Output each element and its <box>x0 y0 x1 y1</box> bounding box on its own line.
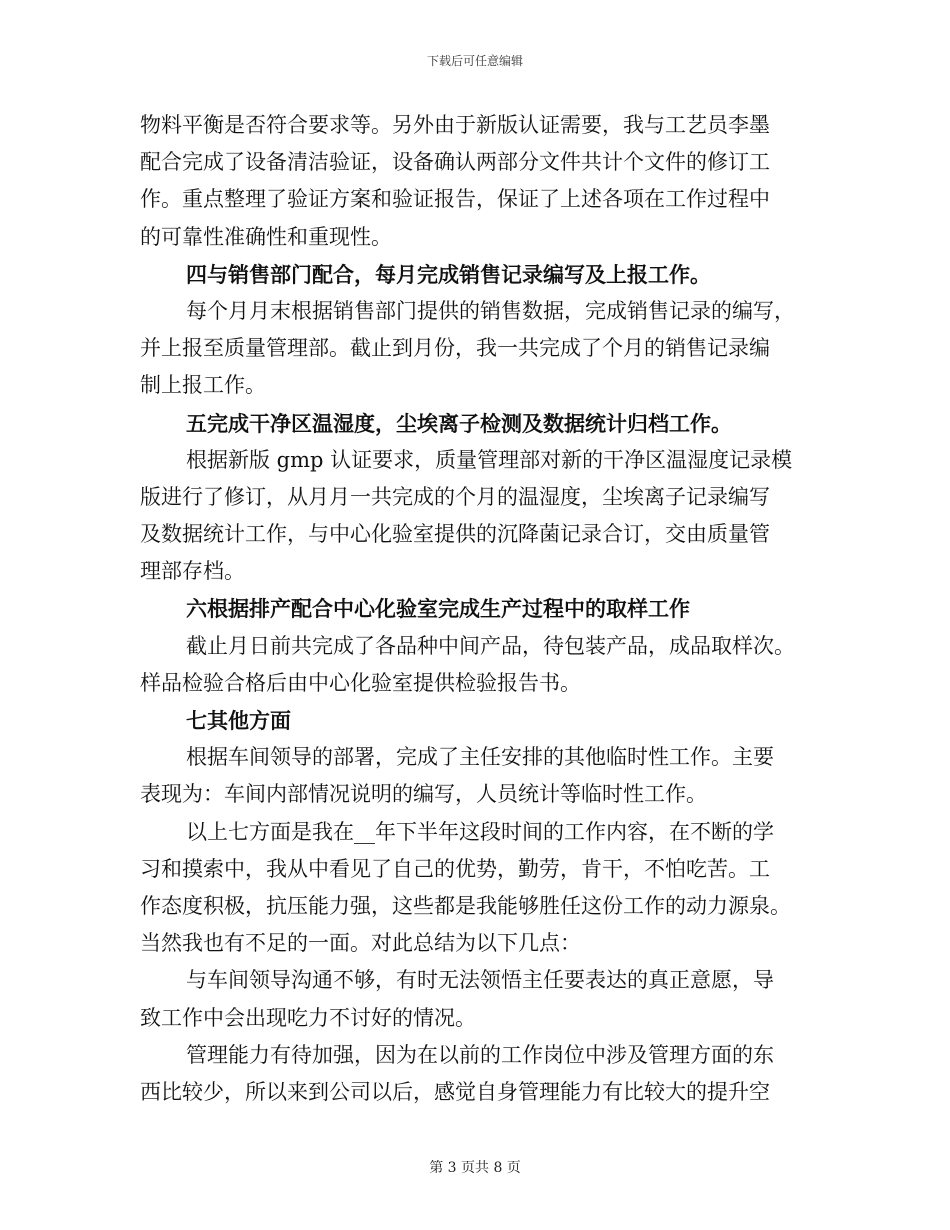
body-line: 与车间领导沟通不够，有时无法领悟主任要表达的真正意愿，导 <box>186 968 774 993</box>
body-line: 制上报工作。 <box>140 373 266 398</box>
body-line: 根据车间领导的部署，完成了主任安排的其他临时性工作。主要 <box>186 745 774 770</box>
body-line: 并上报至质量管理部。截止到月份，我一共完成了个月的销售记录编 <box>140 336 770 361</box>
body-line: 以上七方面是我在__年下半年这段时间的工作内容，在不断的学 <box>186 819 774 844</box>
body-line: 配合完成了设备清洁验证，设备确认两部分文件共计个文件的修订工 <box>140 150 770 175</box>
body-line: 及数据统计工作，与中心化验室提供的沉降菌记录合订，交由质量管 <box>140 522 770 547</box>
section-heading-6: 六根据排产配合中心化验室完成生产过程中的取样工作 <box>186 596 690 622</box>
page-header: 下载后可任意编辑 <box>426 54 523 68</box>
body-line: 每个月月末根据销售部门提供的销售数据，完成销售记录的编写， <box>186 298 795 323</box>
section-heading-4: 四与销售部门配合，每月完成销售记录编写及上报工作。 <box>186 261 711 287</box>
body-line: 作态度积极，抗压能力强，这些都是我能够胜任这份工作的动力源泉。 <box>140 893 791 918</box>
body-line: 作。重点整理了验证方案和验证报告，保证了上述各项在工作过程中 <box>140 187 770 212</box>
body-line: 管理能力有待加强，因为在以前的工作岗位中涉及管理方面的东 <box>186 1042 774 1067</box>
body-line: 致工作中会出现吃力不讨好的情况。 <box>140 1005 476 1030</box>
section-heading-7: 七其他方面 <box>186 708 291 733</box>
body-line: 版进行了修订，从月月一共完成的个月的温湿度，尘埃离子记录编写 <box>140 484 770 509</box>
body-line: 表现为：车间内部情况说明的编写，人员统计等临时性工作。 <box>140 782 707 807</box>
page-footer: 第 3 页共 8 页 <box>429 1160 521 1176</box>
body-line: 根据新版 gmp 认证要求，质量管理部对新的干净区温湿度记录模 <box>186 447 793 472</box>
body-line: 物料平衡是否符合要求等。另外由于新版认证需要，我与工艺员李墨 <box>140 113 770 137</box>
body-line: 样品检验合格后由中心化验室提供检验报告书。 <box>140 670 581 695</box>
body-line: 当然我也有不足的一面。对此总结为以下几点： <box>140 931 581 956</box>
body-line: 西比较少，所以来到公司以后，感觉自身管理能力有比较大的提升空 <box>140 1079 770 1104</box>
section-heading-5: 五完成干净区温湿度，尘埃离子检测及数据统计归档工作。 <box>186 410 732 436</box>
body-line: 理部存档。 <box>140 559 245 584</box>
body-line: 习和摸索中，我从中看见了自己的优势，勤劳，肯干，不怕吃苦。工 <box>140 856 770 881</box>
document-body <box>140 107 815 1111</box>
body-line: 截止月日前共完成了各品种中间产品，待包装产品，成品取样次。 <box>186 633 795 658</box>
body-line: 的可靠性准确性和重现性。 <box>140 224 392 249</box>
